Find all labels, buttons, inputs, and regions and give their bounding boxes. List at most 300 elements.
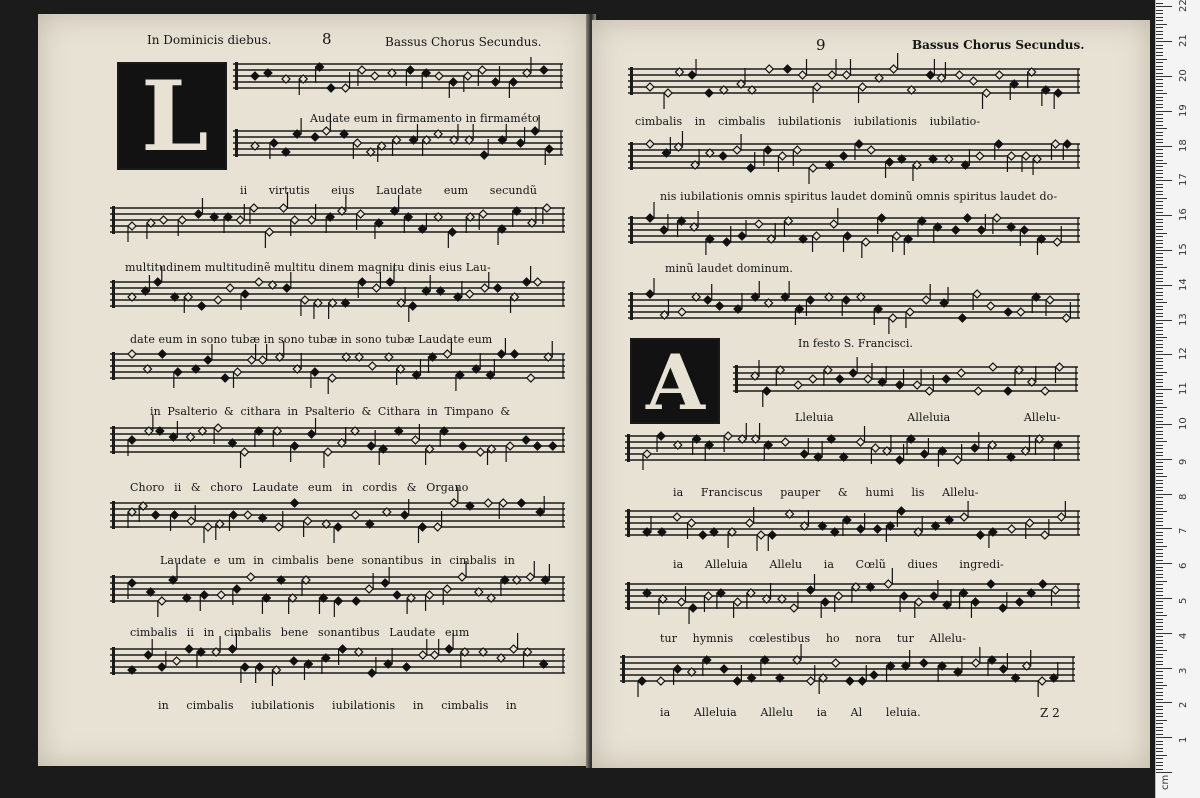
note-head: [976, 152, 984, 160]
note-head: [809, 375, 817, 383]
note-head: [510, 645, 518, 653]
note-head: [527, 374, 535, 382]
ruler-tick: [1156, 52, 1163, 53]
note-head: [549, 442, 557, 450]
ruler-number: 14: [1178, 278, 1189, 291]
note-head: [913, 381, 921, 389]
ruler-tick: [1156, 518, 1163, 519]
note-head: [646, 290, 654, 298]
ruler-tick: [1156, 173, 1163, 174]
ruler-tick: [1156, 13, 1163, 14]
ruler-tick: [1156, 643, 1163, 644]
ruler-tick: [1156, 473, 1163, 474]
music-staff: [628, 288, 1080, 328]
note-head: [733, 146, 741, 154]
ruler-tick: [1156, 612, 1163, 613]
lyric-line: date eum in sono tubæ in sono tubæ in sono tubæ Laudate eum: [130, 333, 493, 346]
ruler-tick: [1156, 709, 1163, 710]
ruler-tick: [1156, 264, 1163, 265]
ruler-tick: [1156, 487, 1163, 488]
note-head: [270, 139, 278, 147]
ruler-tick: [1156, 205, 1163, 206]
note-head: [768, 531, 776, 539]
note-head: [339, 645, 347, 653]
ruler-tick: [1156, 351, 1163, 352]
note-head: [365, 585, 373, 593]
note-head: [358, 66, 366, 74]
lyric-line: nis iubilationis omnis spiritus laudet dominũ omnis spiritus laudet do-: [660, 190, 1058, 203]
note-head: [987, 580, 995, 588]
ruler-tick: [1156, 414, 1163, 415]
note-head: [194, 210, 202, 218]
ruler-tick: [1156, 772, 1172, 773]
note-head: [476, 448, 484, 456]
note-head: [646, 214, 654, 222]
note-head: [540, 66, 548, 74]
ruler-tick: [1156, 48, 1163, 49]
ruler-tick: [1156, 66, 1163, 67]
note-head: [705, 89, 713, 97]
clef-mark: [627, 434, 630, 462]
lyric-line: Audate eum in firmamento in firmaméto: [310, 112, 539, 125]
ruler-tick: [1156, 62, 1163, 63]
note-head: [449, 78, 457, 86]
note-head: [878, 214, 886, 222]
note-head: [450, 499, 458, 507]
ruler-tick: [1156, 744, 1163, 745]
note-head: [871, 444, 879, 452]
decorated-initial-l: [117, 60, 227, 173]
note-head: [543, 204, 551, 212]
initial-letter: L: [141, 60, 209, 173]
ruler-tick: [1156, 372, 1167, 373]
ruler-tick: [1156, 125, 1163, 126]
note-head: [200, 591, 208, 599]
note-head: [464, 72, 472, 80]
ruler-tick: [1156, 337, 1167, 338]
ruler-tick: [1156, 678, 1163, 679]
ruler-tick: [1156, 100, 1163, 101]
ruler-tick: [1156, 556, 1163, 557]
ruler-tick: [1156, 748, 1163, 749]
note-head: [128, 579, 136, 587]
note-head: [1041, 531, 1049, 539]
note-head: [244, 511, 252, 519]
ruler-tick: [1156, 330, 1163, 331]
ruler-tick: [1156, 198, 1167, 199]
note-head: [291, 216, 299, 224]
ruler-tick: [1156, 692, 1163, 693]
ruler-tick: [1156, 285, 1172, 286]
note-head: [494, 284, 502, 292]
note-head: [275, 523, 283, 531]
note-head: [409, 302, 417, 310]
left-running-head: In Dominicis diebus.: [147, 33, 272, 47]
ruler-tick: [1156, 671, 1163, 672]
right-page-number: 9: [816, 36, 826, 54]
ruler-tick: [1156, 636, 1163, 637]
ruler-tick: [1156, 34, 1163, 35]
ruler-tick: [1156, 69, 1163, 70]
note-head: [1041, 387, 1049, 395]
note-head: [893, 232, 901, 240]
ruler-tick: [1156, 563, 1172, 564]
note-head: [1017, 308, 1025, 316]
ruler-tick: [1156, 727, 1163, 728]
ruler-tick: [1156, 657, 1163, 658]
note-head: [638, 677, 646, 685]
note-head: [154, 278, 162, 286]
clef-mark: [630, 216, 633, 244]
note-head: [793, 146, 801, 154]
ruler-tick: [1156, 201, 1163, 202]
note-head: [484, 499, 492, 507]
note-head: [757, 531, 765, 539]
note-head: [657, 432, 665, 440]
clef-mark: [112, 206, 115, 234]
note-head: [920, 450, 928, 458]
ruler-tick: [1156, 128, 1167, 129]
note-head: [368, 669, 376, 677]
ruler-tick: [1156, 504, 1163, 505]
note-head: [509, 78, 517, 86]
ruler-tick: [1156, 295, 1163, 296]
note-head: [843, 71, 851, 79]
ruler-tick: [1156, 219, 1163, 220]
ruler-tick: [1156, 431, 1163, 432]
ruler-tick: [1156, 591, 1163, 592]
ruler-tick: [1156, 288, 1163, 289]
note-head: [704, 592, 712, 600]
note-head: [799, 71, 807, 79]
ruler-tick: [1156, 365, 1163, 366]
ruler-number: 20: [1178, 69, 1189, 82]
note-head: [259, 356, 267, 364]
ruler-tick: [1156, 528, 1172, 529]
ruler-tick: [1156, 160, 1163, 161]
ruler-tick: [1156, 149, 1163, 150]
measurement-ruler: [1155, 0, 1200, 798]
note-head: [673, 513, 681, 521]
decorated-initial-a: [630, 338, 720, 427]
ruler-tick: [1156, 299, 1163, 300]
note-head: [174, 368, 182, 376]
lyric-line: ia Alleluia Allelu ia Cœlũ diues ingredi-: [673, 558, 1004, 571]
note-head: [657, 677, 665, 685]
note-head: [704, 296, 712, 304]
signature-mark: Z 2: [1040, 706, 1060, 720]
note-head: [942, 375, 950, 383]
note-head: [830, 220, 838, 228]
ruler-tick: [1156, 73, 1163, 74]
ruler-tick: [1156, 79, 1163, 80]
ruler-tick: [1156, 734, 1163, 735]
note-head: [920, 659, 928, 667]
note-head: [367, 442, 375, 450]
music-staff: [110, 497, 565, 537]
ruler-tick: [1156, 27, 1163, 28]
note-head: [846, 677, 854, 685]
note-head: [897, 507, 905, 515]
ruler-tick: [1156, 765, 1163, 766]
ruler-number: 22: [1178, 0, 1189, 13]
note-head: [466, 290, 474, 298]
music-staff: [110, 276, 565, 316]
note-head: [678, 598, 686, 606]
ruler-tick: [1156, 368, 1163, 369]
ruler-tick: [1156, 93, 1167, 94]
ruler-tick: [1156, 448, 1163, 449]
ruler-tick: [1156, 247, 1163, 248]
music-staff: [625, 578, 1080, 618]
note-head: [859, 83, 867, 91]
note-head: [995, 71, 1003, 79]
note-head: [214, 296, 222, 304]
ruler-tick: [1156, 292, 1163, 293]
note-head: [506, 442, 514, 450]
ruler-tick: [1156, 737, 1172, 738]
ruler-tick: [1156, 267, 1167, 268]
ruler-tick: [1156, 86, 1163, 87]
note-head: [187, 517, 195, 525]
note-head: [993, 214, 1001, 222]
note-head: [443, 585, 451, 593]
ruler-tick: [1156, 549, 1163, 550]
ruler-tick: [1156, 688, 1163, 689]
ruler-tick: [1156, 661, 1163, 662]
note-head: [720, 665, 728, 673]
ruler-tick: [1156, 177, 1163, 178]
ruler-number: 13: [1178, 312, 1189, 326]
lyric-line: in Psalterio & cithara in Psalterio & Cithara in Timpano &: [150, 405, 511, 418]
note-head: [800, 450, 808, 458]
note-head: [171, 511, 179, 519]
clef-mark: [112, 575, 115, 603]
note-head: [308, 216, 316, 224]
note-head: [478, 66, 486, 74]
ruler-tick: [1156, 146, 1172, 147]
note-head: [1020, 226, 1028, 234]
note-head: [352, 597, 360, 605]
ruler-tick: [1156, 577, 1163, 578]
note-head: [226, 284, 234, 292]
note-head: [291, 499, 299, 507]
ruler-number: 8: [1178, 493, 1189, 500]
ruler-tick: [1156, 386, 1163, 387]
note-head: [778, 152, 786, 160]
ruler-tick: [1156, 166, 1163, 167]
ruler-number: 6: [1178, 562, 1189, 570]
ruler-tick: [1156, 685, 1167, 686]
note-head: [265, 228, 273, 236]
ruler-tick: [1156, 184, 1163, 185]
ruler-tick: [1156, 629, 1163, 630]
ruler-tick: [1156, 588, 1163, 589]
ruler-tick: [1156, 410, 1163, 411]
music-staff: [233, 125, 563, 165]
note-head: [152, 511, 160, 519]
ruler-tick: [1156, 699, 1163, 700]
note-head: [158, 663, 166, 671]
note-head: [832, 659, 840, 667]
note-head: [828, 71, 836, 79]
ruler-tick: [1156, 713, 1163, 714]
ruler-tick: [1156, 306, 1163, 307]
ruler-tick: [1156, 316, 1163, 317]
note-head: [322, 127, 330, 135]
clef-mark: [235, 129, 238, 157]
note-head: [351, 511, 359, 519]
ruler-tick: [1156, 598, 1172, 599]
note-head: [479, 210, 487, 218]
ruler-tick: [1156, 626, 1163, 627]
note-head: [930, 592, 938, 600]
ruler-tick: [1156, 20, 1163, 21]
music-staff: [625, 430, 1080, 470]
note-head: [862, 238, 870, 246]
ruler-number: 3: [1178, 667, 1189, 674]
note-head: [764, 146, 772, 154]
ruler-tick: [1156, 758, 1163, 759]
ruler-tick: [1156, 281, 1163, 282]
note-head: [784, 65, 792, 73]
ruler-number: 16: [1178, 208, 1189, 222]
ruler-tick: [1156, 212, 1163, 213]
music-staff: [110, 348, 565, 388]
lyric-line: ii virtutis eius Laudate eum secundũ: [240, 184, 538, 197]
note-head: [813, 232, 821, 240]
ruler-tick: [1156, 396, 1163, 397]
ruler-tick: [1156, 104, 1163, 105]
clef-mark: [112, 501, 115, 529]
note-head: [173, 657, 181, 665]
ruler-tick: [1156, 135, 1163, 136]
note-head: [809, 164, 817, 172]
note-head: [1004, 308, 1012, 316]
note-head: [969, 77, 977, 85]
note-head: [960, 513, 968, 521]
ruler-tick: [1156, 191, 1163, 192]
note-head: [958, 314, 966, 322]
note-head: [419, 651, 427, 659]
ruler-tick: [1156, 55, 1163, 56]
note-head: [241, 663, 249, 671]
ruler-tick: [1156, 111, 1172, 112]
note-head: [480, 151, 488, 159]
ruler-number: 7: [1178, 528, 1189, 535]
note-head: [517, 499, 525, 507]
ruler-tick: [1156, 584, 1163, 585]
lyric-line: Choro ii & choro Laudate eum in cordis & Organo: [130, 481, 469, 494]
note-head: [327, 84, 335, 92]
ruler-tick: [1156, 542, 1163, 543]
note-head: [334, 597, 342, 605]
note-head: [534, 278, 542, 286]
lyric-line: cimbalis in cimbalis iubilationis iubilationis iubilatio-: [635, 115, 981, 128]
ruler-number: 12: [1178, 347, 1189, 361]
ruler-number: 17: [1178, 173, 1189, 187]
note-head: [458, 573, 466, 581]
music-staff: [110, 422, 565, 462]
note-head: [844, 232, 852, 240]
note-head: [688, 71, 696, 79]
ruler-tick: [1156, 243, 1163, 244]
note-head: [204, 356, 212, 364]
ruler-tick: [1156, 730, 1163, 731]
note-head: [957, 369, 965, 377]
note-head: [857, 438, 865, 446]
note-head: [234, 368, 242, 376]
ruler-tick: [1156, 553, 1163, 554]
note-head: [643, 450, 651, 458]
note-head: [954, 456, 962, 464]
ruler-tick: [1156, 438, 1163, 439]
note-head: [763, 387, 771, 395]
ruler-tick: [1156, 608, 1163, 609]
ruler-tick: [1156, 434, 1163, 435]
clef-mark: [630, 292, 633, 320]
note-head: [431, 651, 439, 659]
ruler-tick: [1156, 170, 1163, 171]
note-head: [660, 226, 668, 234]
note-head: [674, 665, 682, 673]
ruler-tick: [1156, 421, 1163, 422]
ruler-tick: [1156, 511, 1167, 512]
ruler-tick: [1156, 253, 1163, 254]
note-head: [925, 387, 933, 395]
note-head: [523, 278, 531, 286]
ruler-tick: [1156, 560, 1163, 561]
ruler-tick: [1156, 156, 1163, 157]
note-head: [434, 523, 442, 531]
ruler-tick: [1156, 605, 1163, 606]
ruler-number: 10: [1178, 417, 1189, 430]
ruler-tick: [1156, 6, 1172, 7]
note-head: [372, 284, 380, 292]
ruler-tick: [1156, 501, 1163, 502]
ruler-tick: [1156, 546, 1167, 547]
right-running-head: Bassus Chorus Secundus.: [912, 38, 1085, 52]
ruler-tick: [1156, 664, 1163, 665]
ruler-tick: [1156, 59, 1167, 60]
note-head: [250, 204, 258, 212]
ruler-tick: [1156, 347, 1163, 348]
ruler-tick: [1156, 654, 1163, 655]
ruler-tick: [1156, 581, 1167, 582]
note-head: [358, 278, 366, 286]
note-head: [864, 375, 872, 383]
ruler-tick: [1156, 31, 1163, 32]
ruler-tick: [1156, 751, 1163, 752]
note-head: [255, 278, 263, 286]
ruler-tick: [1156, 403, 1163, 404]
ruler-tick: [1156, 723, 1163, 724]
ruler-tick: [1156, 445, 1163, 446]
ruler-tick: [1156, 716, 1163, 717]
ruler-tick: [1156, 142, 1163, 143]
note-head: [1062, 314, 1070, 322]
ruler-tick: [1156, 226, 1163, 227]
note-head: [128, 350, 136, 358]
clef-mark: [622, 655, 625, 683]
note-head: [790, 604, 798, 612]
ruler-tick: [1156, 389, 1172, 390]
clef-mark: [112, 352, 115, 380]
note-head: [311, 368, 319, 376]
ruler-tick: [1156, 361, 1163, 362]
ruler-tick: [1156, 525, 1163, 526]
note-head: [952, 226, 960, 234]
